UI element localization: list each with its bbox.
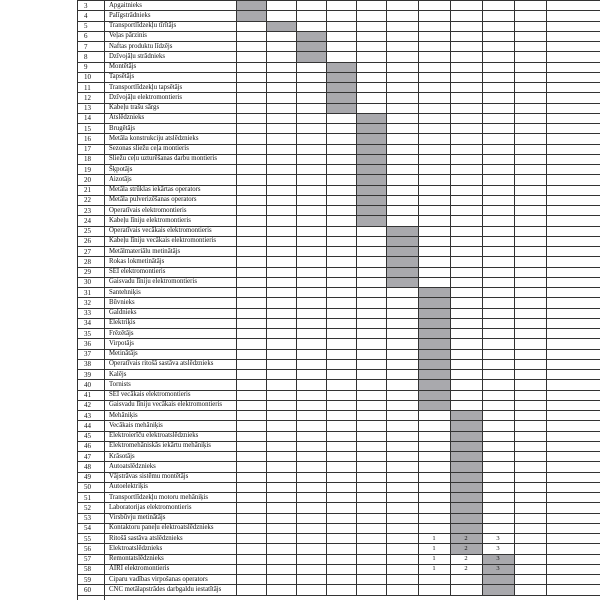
table-bottom-border	[77, 595, 600, 596]
row-number: 37	[84, 350, 91, 358]
row-number: 24	[84, 216, 91, 225]
table-row	[77, 369, 600, 379]
grade-shaded-cell	[418, 360, 450, 369]
occupation-name: Ciparu vadības virpošanas operators	[109, 575, 208, 583]
row-number: 25	[84, 227, 91, 235]
row-number: 32	[84, 298, 91, 307]
occupation-name: Tornists	[109, 380, 131, 388]
grade-number: 1	[432, 544, 436, 552]
grade-shaded-cell	[386, 278, 418, 287]
occupation-name: Sliežu ceļu uzturēšanas darbu montieris	[109, 155, 217, 163]
occupation-name: Krāsotājs	[109, 452, 135, 460]
grade-number: 3	[496, 565, 500, 573]
grade-shaded-cell	[450, 442, 482, 451]
occupation-name: Brugētājs	[109, 124, 136, 132]
row-number: 12	[84, 93, 91, 102]
occupation-name: Montētājs	[109, 63, 137, 70]
grade-shaded-cell	[356, 206, 386, 215]
grade-number: 2	[464, 565, 468, 573]
grade-column-line	[482, 0, 483, 595]
occupation-name: AIRI elektromontieris	[109, 565, 170, 573]
grade-shaded-cell	[418, 380, 450, 389]
grade-shaded-cell	[482, 585, 514, 594]
row-number: 40	[84, 380, 91, 389]
occupation-name: Dzīvojāļu strādnieks	[109, 52, 166, 60]
occupation-name: Virsbūvju metinātājs	[109, 514, 166, 521]
row-number: 39	[84, 370, 91, 379]
grade-shaded-cell	[266, 22, 296, 31]
grade-column-line	[356, 0, 357, 595]
occupation-name: Metāla konstrukciju atslēdznieks	[109, 134, 199, 142]
grade-shaded-cell	[356, 145, 386, 154]
row-number: 60	[84, 585, 91, 594]
grade-number: 2	[464, 555, 468, 562]
table-row	[77, 308, 600, 318]
grade-column-line	[236, 0, 237, 595]
occupation-name: Galdnieks	[109, 309, 137, 316]
grade-column-line	[296, 0, 297, 595]
occupation-name: Apgaitnieks	[109, 1, 142, 9]
table-row	[77, 451, 600, 461]
grade-shaded-cell	[450, 524, 482, 533]
row-number: 36	[84, 339, 91, 348]
row-number: 35	[84, 329, 91, 338]
grade-shaded-cell	[482, 575, 514, 584]
occupation-name: Autoatslēdznieks	[109, 462, 156, 470]
occupation-name: Kabeļu līniju vecākais elektromontieris	[109, 237, 217, 245]
row-number: 22	[84, 196, 91, 205]
grade-shaded-cell	[296, 32, 326, 41]
occupation-name: Elektroatslēdznieks	[109, 544, 163, 552]
grade-shaded-cell	[450, 483, 482, 492]
occupation-name: Palīgstrādnieks	[109, 11, 151, 19]
row-number: 31	[84, 288, 91, 297]
occupation-name: Naftas produktu līdzējs	[109, 42, 173, 50]
table-row	[77, 318, 600, 328]
row-number: 53	[84, 514, 91, 522]
row-number: 57	[84, 555, 91, 563]
occupation-name: Virpotājs	[109, 339, 134, 347]
grade-shaded-cell	[356, 134, 386, 143]
occupation-name: Tapsētājs	[109, 73, 135, 81]
grade-shaded-cell	[356, 114, 386, 123]
occupation-name: Kabeļu līniju elektromontieris	[109, 216, 191, 224]
row-number: 41	[84, 391, 91, 399]
grade-number: 3	[496, 555, 500, 562]
table-row	[77, 349, 600, 359]
grade-shaded-cell	[450, 493, 482, 502]
occupation-name: Elektriķis	[109, 319, 136, 327]
grade-shaded-cell	[326, 63, 356, 72]
grade-shaded-cell	[326, 83, 356, 92]
grade-column-line	[266, 0, 267, 595]
occupation-name: Santehniķis	[109, 288, 141, 296]
grade-shaded-cell	[450, 432, 482, 441]
grade-shaded-cell	[356, 175, 386, 184]
occupation-name: Operatīvais vecākais elektromontieris	[109, 227, 212, 234]
grade-shaded-cell	[296, 42, 326, 51]
row-number: 45	[84, 432, 91, 440]
grade-column-line	[546, 0, 547, 595]
row-number: 3	[84, 1, 88, 10]
grade-number: 1	[432, 555, 436, 562]
table-row	[77, 113, 600, 123]
row-number: 46	[84, 442, 91, 451]
grade-column-line	[514, 0, 515, 595]
grade-shaded-cell	[356, 216, 386, 225]
occupation-name: Ritošā sastāva atslēdznieks	[109, 534, 183, 542]
grade-shaded-cell	[356, 186, 386, 195]
occupation-name: Metālmateriālu metinātājs	[109, 247, 181, 255]
row-number: 23	[84, 206, 91, 215]
occupation-name: Kalējs	[109, 370, 127, 378]
row-number: 51	[84, 493, 91, 502]
row-number: 11	[84, 83, 91, 92]
table-row	[77, 0, 600, 10]
table-row	[77, 123, 600, 133]
occupation-name: Operatīvais ritošā sastāva atslēdznieks	[109, 360, 214, 368]
grade-shaded-cell	[326, 93, 356, 102]
grade-shaded-cell	[418, 309, 450, 318]
grade-shaded-cell	[450, 452, 482, 461]
occupation-name: Mehāniķis	[109, 411, 138, 419]
table-row	[77, 10, 600, 20]
table-row	[77, 297, 600, 307]
grade-shaded-cell	[356, 196, 386, 205]
occupation-name: Aizotājs	[109, 175, 132, 183]
grade-shaded-cell	[418, 350, 450, 359]
row-number: 56	[84, 544, 91, 553]
row-number: 47	[84, 452, 91, 461]
row-number: 20	[84, 175, 91, 184]
row-number: 7	[84, 42, 88, 51]
row-number: 8	[84, 52, 88, 61]
grade-shaded-cell	[418, 288, 450, 297]
row-number: 16	[84, 134, 91, 143]
table-row	[77, 338, 600, 348]
grade-shaded-cell	[450, 473, 482, 482]
row-number: 9	[84, 63, 88, 71]
table-row	[77, 164, 600, 174]
occupation-name: Operatīvais elektromontieris	[109, 206, 187, 214]
grade-shaded-cell	[356, 124, 386, 133]
occupation-name: Veļas pārzinis	[109, 32, 147, 40]
row-number: 5	[84, 22, 88, 30]
grade-shaded-cell	[418, 370, 450, 379]
row-number: 27	[84, 247, 91, 256]
row-number: 58	[84, 565, 91, 574]
grade-number: 1	[432, 534, 436, 542]
occupation-name: SEI elektromontieris	[109, 268, 166, 275]
grade-shaded-cell	[386, 227, 418, 236]
row-number: 10	[84, 73, 91, 82]
grade-number: 3	[496, 544, 500, 552]
grade-shaded-cell	[236, 1, 266, 10]
grade-shaded-cell	[386, 257, 418, 266]
occupation-name: Transportlīdzekļu motoru mehāniķis	[109, 493, 209, 501]
occupation-name: Atslēdznieks	[109, 114, 145, 122]
grade-shaded-cell	[386, 268, 418, 277]
grade-shaded-cell	[356, 165, 386, 174]
row-number: 18	[84, 155, 91, 164]
row-number: 48	[84, 462, 91, 471]
occupation-name: SEI vecākais elektromontieris	[109, 391, 191, 398]
row-number: 55	[84, 534, 91, 543]
grade-shaded-cell	[418, 401, 450, 410]
occupation-name: Šķpotājs	[109, 165, 133, 173]
grade-shaded-cell	[418, 319, 450, 328]
occupation-name: Gaisvadu līniju elektromontieris	[109, 278, 197, 286]
table-row	[77, 379, 600, 389]
occupation-name: Vecākais mehāniķis	[109, 421, 163, 429]
occupation-name: Transportlīdzekļu tīrītājs	[109, 22, 177, 29]
grade-shaded-cell	[386, 237, 418, 246]
row-number: 26	[84, 237, 91, 246]
occupation-name: Sezonas sliežu ceļa montieris	[109, 145, 189, 152]
table-row	[77, 328, 600, 338]
occupation-name: Remontatslēdznieks	[109, 555, 164, 562]
table-row	[77, 31, 600, 41]
grade-shaded-cell	[236, 11, 266, 20]
row-number: 44	[84, 421, 91, 430]
occupation-name: Gaisvadu līniju vecākais elektromontieris	[109, 401, 223, 409]
grade-number: 2	[464, 534, 468, 542]
row-number: 30	[84, 278, 91, 287]
occupation-name: Autoelektriķis	[109, 483, 148, 491]
grade-shaded-cell	[418, 298, 450, 307]
occupation-name: Vājstrāvas sistēmu montētājs	[109, 473, 189, 480]
occupation-name: CNC metālapstrādes darbgaldu iestatītājs	[109, 585, 222, 593]
row-number: 38	[84, 360, 91, 369]
occupation-name: Kontaktoru paneļu elektroatslēdznieks	[109, 524, 214, 532]
grade-number: 3	[496, 534, 500, 542]
occupation-name: Laboratorijas elektromontieris	[109, 503, 192, 511]
grade-shaded-cell	[418, 391, 450, 400]
grade-shaded-cell	[450, 514, 482, 523]
row-number: 50	[84, 483, 91, 492]
grade-column-line	[326, 0, 327, 595]
grade-shaded-cell	[326, 73, 356, 82]
row-number: 49	[84, 473, 91, 481]
row-number: 42	[84, 401, 91, 410]
row-number: 28	[84, 257, 91, 266]
row-number: 34	[84, 319, 91, 328]
grade-shaded-cell	[450, 503, 482, 512]
row-number: 14	[84, 114, 91, 123]
occupation-name: Kabeļu trašu sārgs	[109, 104, 160, 111]
occupation-name: Metinātājs	[109, 350, 138, 357]
occupation-name: Rokas lokmetinātājs	[109, 257, 165, 265]
grade-number: 1	[432, 565, 436, 573]
grade-column-line	[418, 0, 419, 595]
grade-shaded-cell	[386, 247, 418, 256]
grade-shaded-cell	[418, 339, 450, 348]
grade-column-line	[450, 0, 451, 595]
row-number: 17	[84, 145, 91, 153]
grade-number: 2	[464, 544, 468, 552]
grade-shaded-cell	[418, 329, 450, 338]
grade-shaded-cell	[450, 411, 482, 420]
row-number: 6	[84, 32, 88, 41]
row-number: 21	[84, 186, 91, 194]
grade-shaded-cell	[296, 52, 326, 61]
row-number: 59	[84, 575, 91, 584]
row-number: 4	[84, 11, 88, 20]
table-row	[77, 482, 600, 492]
occupation-name: Transportlīdzekļu tapsētājs	[109, 83, 183, 91]
grade-shaded-cell	[450, 462, 482, 471]
row-number: 19	[84, 165, 91, 174]
row-number: 15	[84, 124, 91, 133]
row-number: 33	[84, 309, 91, 317]
row-number: 13	[84, 104, 91, 112]
occupation-name: Elektromehāniskās iekārtu mehāniķis	[109, 442, 211, 450]
occupation-name: Dzīvojāļu elektromontieris	[109, 93, 183, 101]
row-number: 52	[84, 503, 91, 512]
row-number: 43	[84, 411, 91, 420]
grade-shaded-cell	[326, 104, 356, 113]
occupation-name: Elektroierīču elektroatslēdznieks	[109, 432, 199, 439]
occupation-name: Metāla strūklas iekārtas operators	[109, 186, 201, 193]
occupation-name: Būvnieks	[109, 298, 135, 306]
row-number: 29	[84, 268, 91, 276]
occupation-name: Metāla pulverizēšanas operators	[109, 196, 197, 204]
table-row	[77, 410, 600, 420]
grade-shaded-cell	[356, 155, 386, 164]
row-number: 54	[84, 524, 91, 533]
grade-shaded-cell	[450, 421, 482, 430]
occupation-name: Frēzētājs	[109, 329, 134, 337]
table-row	[77, 174, 600, 184]
table-row	[77, 287, 600, 297]
grade-column-line	[386, 0, 387, 595]
